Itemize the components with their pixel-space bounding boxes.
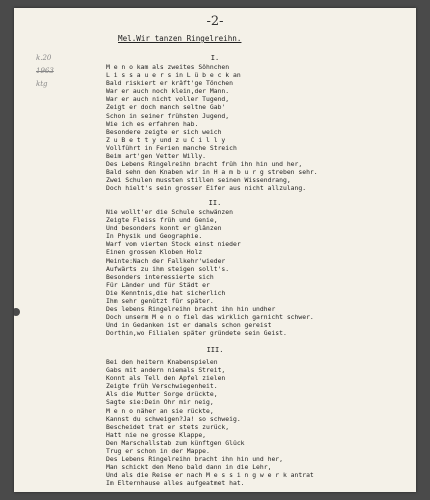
verse-line: M e n o näher an sie rückte, <box>106 406 214 415</box>
margin-note: ktg <box>36 80 48 88</box>
verse-line: Zeigte Fleiss früh und Genie, <box>106 216 218 225</box>
verse-line: Besondere zeigte er sich weich <box>106 127 222 136</box>
verse-line: Und als die Reise er nach M e s s i n g w e r k antrat <box>106 471 314 480</box>
verse-line: Besonders interessierte sich <box>106 272 214 281</box>
verse-line: War er auch noch klein,der Mann. <box>106 87 230 96</box>
verse-line: Vollführt in Ferien manche Streich <box>106 143 237 152</box>
verse-section <box>106 208 412 338</box>
verse-line: Wie ich es erfahren hab. <box>106 119 199 128</box>
verse-line: Kannst du schweigen?Ja! so schweig. <box>106 414 241 423</box>
verse-line: Zwei Schulen mussten stillen seinen Wissendrang, <box>106 176 291 185</box>
verse-line: Für Länder und für Städt er <box>106 280 210 289</box>
section-number: III. <box>206 346 224 354</box>
verse-line: Konnt als Tell den Apfel zielen <box>106 374 226 383</box>
verse-line: Z u B e t t y und z u C i l l y <box>106 135 226 144</box>
verse-line: Nie wollt'er die Schule schwänzen <box>106 208 233 216</box>
verse-line: Gabs mit andern niemals Streit, <box>106 366 226 375</box>
verse-line: Beim art'gen Vetter Willy. <box>106 152 207 161</box>
verse-section <box>106 63 412 193</box>
verse-line: Als die Mutter Sorge drückte, <box>106 390 218 399</box>
verse-section <box>106 358 412 488</box>
margin-note: 1963 <box>36 67 54 75</box>
verse-line: Hatt nie ne grosse Klappe, <box>106 430 207 439</box>
verse-line: Des lebens Ringelreihn bracht ihn hin undher <box>106 305 276 314</box>
document-title: Mel.Wir tanzen Ringelreihn. <box>118 34 242 43</box>
verse-line: Und besonders konnt er glänzen <box>106 224 222 233</box>
section-number: I. <box>210 54 220 62</box>
verse-line: Bei den heitern Knabenspielen <box>106 358 218 366</box>
verse-line: Trug er schon in der Mappe. <box>106 447 210 456</box>
verse-line: Ihm sehr genützt für später. <box>106 297 214 306</box>
page-number: -2- <box>206 14 224 29</box>
verse-line: Zeigte früh Verschwiegenheit. <box>106 382 218 391</box>
typewritten-page <box>14 8 416 492</box>
verse-line: Schon in seiner frühsten Jugend, <box>106 111 230 120</box>
verse-line: In Physik und Geographie. <box>106 232 203 241</box>
verse-line: War er auch nicht voller Tugend, <box>106 95 230 104</box>
verse-line: Meinte:Nach der Fallkehr'wieder <box>106 256 226 265</box>
verse-line: M e n o kam als zweites Söhnchen <box>106 63 230 71</box>
verse-line: Doch unserm M e n o fiel das wirklich garnicht schwer. <box>106 313 314 322</box>
verse-line: Einen grossen Kloben Holz <box>106 248 203 257</box>
verse-line: Sagte sie:Dein Ohr mir neig, <box>106 398 214 407</box>
verse-line: Bescheidet trat er stets zurück, <box>106 422 230 431</box>
verse-line: Des Lebens Ringelreihn bracht ihn hin und her, <box>106 455 283 464</box>
verse-line: Warf vom vierten Stock einst nieder <box>106 240 241 249</box>
verse-line: Den Marschallstab zum künftgen Glück <box>106 438 245 447</box>
verse-line: Bald sehn den Knaben wir in H a m b u r g streben sehr. <box>106 168 318 177</box>
verse-line: Doch hielt's sein grosser Eifer aus nicht allzulang. <box>106 184 307 193</box>
verse-line: L i s s a u e r s in L ü b e c k an <box>106 71 241 80</box>
margin-note: k.20 <box>36 54 52 62</box>
section-number: II. <box>208 199 222 207</box>
verse-line: Des Lebens Ringelreihn bracht früh ihn hin und her, <box>106 160 303 169</box>
verse-line: Und in Gedanken ist er damals schon gereist <box>106 321 272 330</box>
punch-hole <box>14 308 20 316</box>
verse-line: Im Elternhause alles aufgeatmet hat. <box>106 479 245 488</box>
verse-line: Die Kenntnis,die hat sicherlich <box>106 288 226 297</box>
verse-line: Dorthin,wo Filialen später gründete sein Geist. <box>106 329 287 338</box>
verse-line: Aufwärts zu ihm steigen sollt's. <box>106 264 230 273</box>
verse-line: Man schickt den Meno bald dann in die Lehr, <box>106 463 272 472</box>
verse-line: Zeigt er doch manch seltne Gab' <box>106 103 226 112</box>
verse-line: Bald riskiert er kräft'ge Tönchen <box>106 79 233 88</box>
